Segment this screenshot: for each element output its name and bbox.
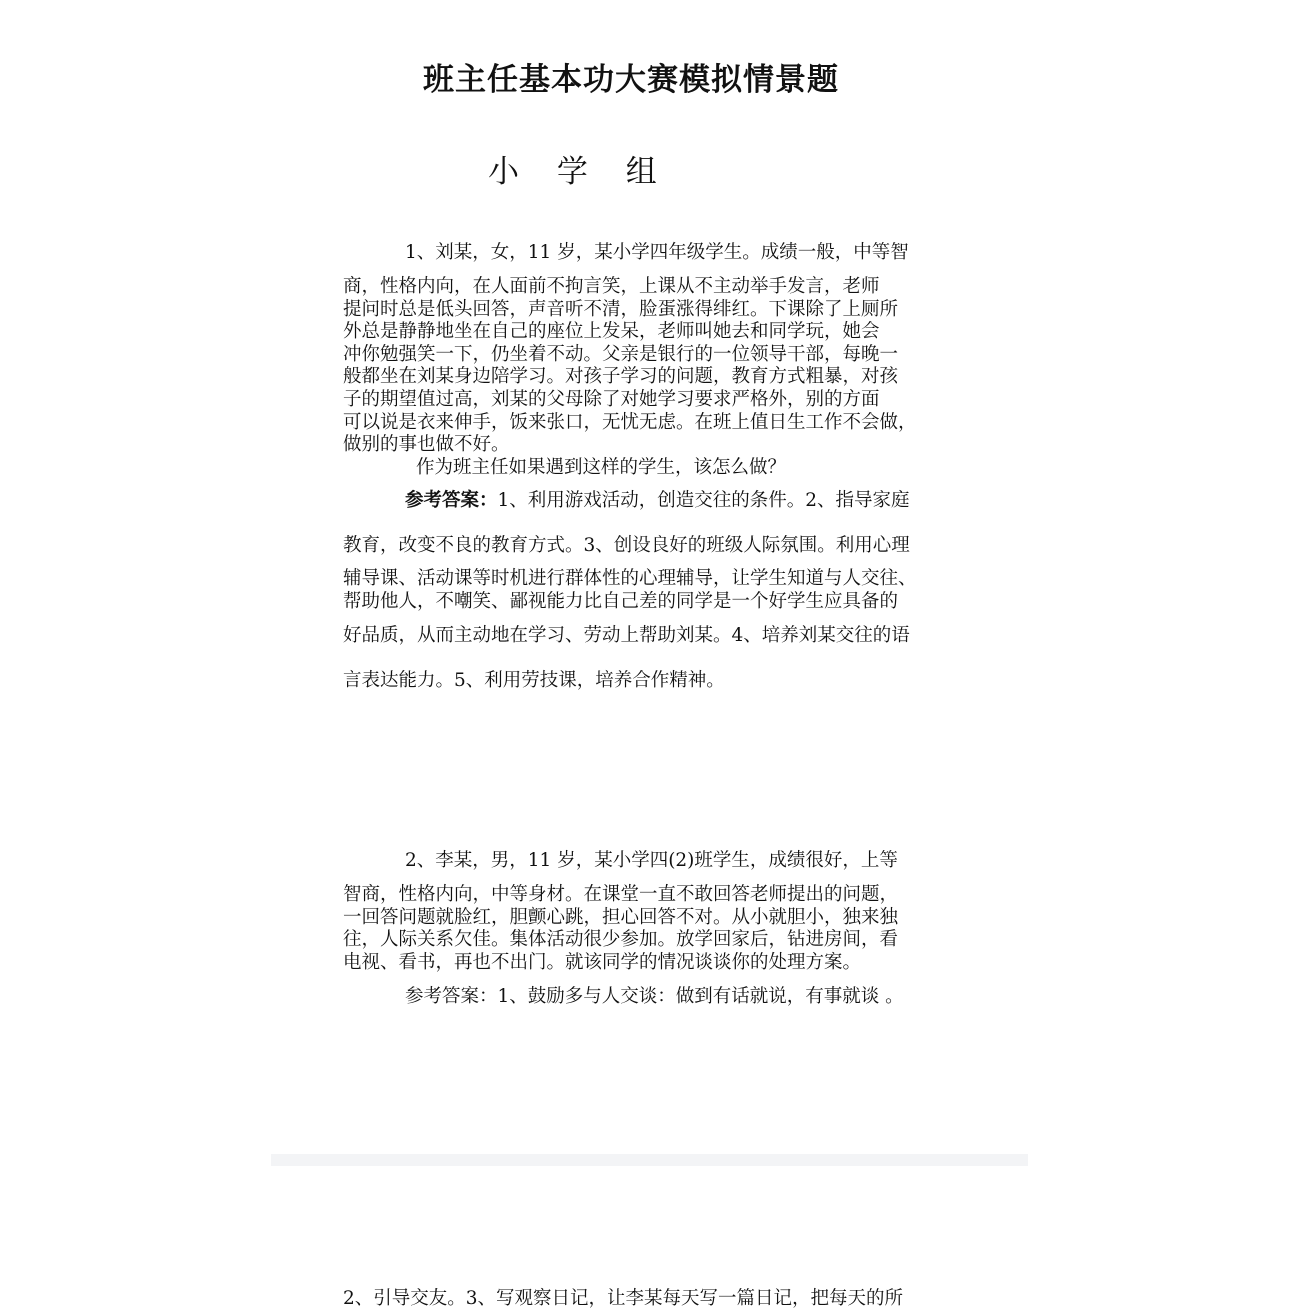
page-separator [271,1154,1028,1166]
case-1-line: 般都坐在刘某身边陪学习。对孩子学习的问题，教育方式粗暴，对孩 [343,366,899,388]
page-title: 班主任基本功大赛模拟情景题 [423,62,839,98]
case-1-answer-line: 好品质，从而主动地在学习、劳动上帮助刘某。4、培养刘某交往的语 [343,625,910,646]
case-1-line: 外总是静静地坐在自己的座位上发呆，老师叫她去和同学玩，她会 [343,321,880,343]
case-2-line: 2、李某，男，11 岁，某小学四(2)班学生，成绩很好，上等 [405,850,898,871]
case-2-paragraph [343,850,963,974]
case-1-question: 作为班主任如果遇到这样的学生，该怎么做？ [416,456,787,478]
case-1-answer-line: 言表达能力。5、利用劳技课，培养合作精神。 [343,670,725,691]
case-1-paragraph [343,242,963,479]
case-1-line: 1、刘某，女，11 岁，某小学四年级学生。成绩一般，中等智 [405,242,909,263]
case-2-answer: 参考答案：1、鼓励多与人交谈：做到有话就说，有事就谈 。 [405,986,904,1007]
case-2-line: 智商，性格内向，中等身材。在课堂一直不敢回答老师提出的问题， [343,884,899,905]
answer-text: 1、利用游戏活动，创造交往的条件。2、指导家庭 [497,490,910,511]
case-1-answer-line: 帮助他人，不嘲笑、鄙视能力比自己差的同学是一个好学生应具备的 [343,591,899,612]
case-2-line: 往，人际关系欠佳。集体活动很少参加。放学回家后，钻进房间，看 [343,929,899,951]
case-1-line: 做别的事也做不好。 [343,434,510,456]
case-1-answer-first-line [343,490,910,512]
case-1-line: 冲你勉强笑一下，仍坐着不动。父亲是银行的一位领导干部，每晚一 [343,343,899,365]
case-1-line: 提问时总是低头回答，声音听不清，脸蛋涨得绯红。下课除了上厕所 [343,298,899,320]
case-1-line: 子的期望值过高，刘某的父母除了对她学习要求严格外，别的方面 [343,388,880,410]
case-2-line: 电视、看书，再也不出门。就该同学的情况谈谈你的处理方案。 [343,951,862,973]
case-1-answer-line: 辅导课、活动课等时机进行群体性的心理辅导，让学生知道与人交往、 [343,568,917,589]
case-1-line: 可以说是衣来伸手，饭来张口，无忧无虑。在班上值日生工作不会做， [343,411,917,433]
answer-label: 参考答案： [405,490,498,511]
group-title: 小 学 组 [488,154,671,190]
case-1-line: 商，性格内向，在人面前不拘言笑，上课从不主动举手发言，老师 [343,276,880,297]
next-page-text: 2、引导交友。3、写观察日记，让李某每天写一篇日记，把每天的所 [343,1288,904,1309]
case-2-line: 一回答问题就脸红，胆颤心跳，担心回答不对。从小就胆小，独来独 [343,906,899,928]
case-1-answer-line: 教育，改变不良的教育方式。3、创设良好的班级人际氛围。利用心理 [343,535,910,556]
